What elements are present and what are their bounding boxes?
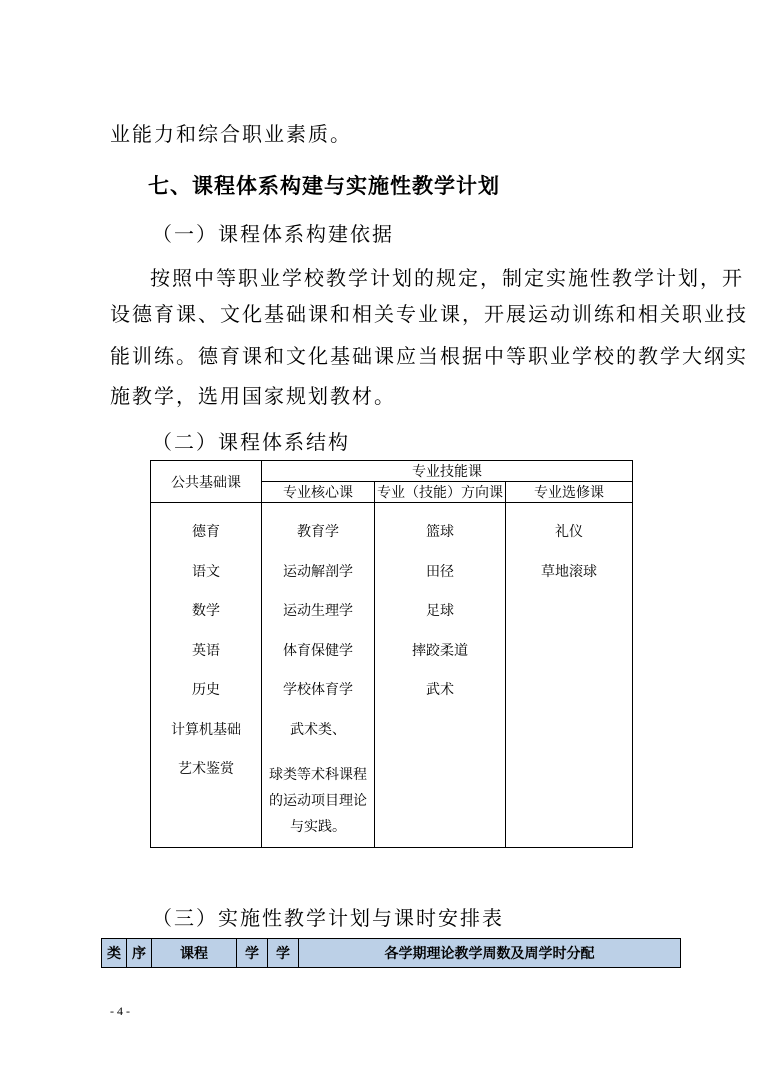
para-line-3: 能训练。德育课和文化基础课应当根据中等职业学校的教学大纲实 — [110, 344, 748, 368]
core-courses-cell — [262, 503, 375, 848]
page-number: - 4 - — [110, 1004, 130, 1018]
list-item: 足球 — [426, 603, 454, 619]
intro-line: 业能力和综合职业素质。 — [110, 122, 352, 146]
list-item: 摔跤柔道 — [412, 642, 468, 659]
list-item: 田径 — [426, 563, 454, 580]
list-item: 篮球 — [426, 524, 454, 540]
plan-header-category: 类 — [102, 939, 127, 968]
para-line-2: 设德育课、文化基础课和相关专业课，开展运动训练和相关职业技 — [110, 302, 748, 326]
course-structure-table — [150, 460, 633, 848]
list-item: 的运动项目理论 — [269, 793, 367, 809]
list-item: 体育保健学 — [283, 642, 353, 659]
plan-header-hours: 学 — [268, 939, 299, 968]
list-item: 运动生理学 — [283, 603, 353, 619]
elective-courses-cell — [506, 503, 633, 848]
public-courses-cell — [151, 503, 262, 848]
plan-header-semester-distribution: 各学期理论教学周数及周学时分配 — [299, 939, 681, 968]
list-item: 草地滚球 — [541, 563, 597, 580]
para-line-1: 按照中等职业学校教学计划的规定，制定实施性教学计划，开 — [150, 266, 744, 290]
plan-header-credit: 学 — [237, 939, 268, 968]
header-core: 专业核心课 — [262, 482, 375, 503]
list-item: 历史 — [192, 682, 220, 698]
list-item: 与实践。 — [290, 819, 346, 835]
list-item: 德育 — [192, 524, 220, 540]
para-line-4: 施教学，选用国家规划教材。 — [110, 384, 396, 408]
header-public: 公共基础课 — [151, 461, 262, 503]
direction-courses-cell — [375, 503, 506, 848]
list-item: 武术类、 — [290, 721, 346, 738]
list-item: 武术 — [426, 682, 454, 698]
list-item: 艺术鉴赏 — [178, 761, 234, 777]
list-item: 教育学 — [297, 524, 339, 540]
list-item: 礼仪 — [555, 524, 583, 540]
list-item: 运动解剖学 — [283, 563, 353, 580]
header-skill-group: 专业技能课 — [262, 461, 633, 482]
header-elective: 专业选修课 — [506, 482, 633, 503]
sub3-title: （三）实施性教学计划与课时安排表 — [152, 906, 504, 930]
teaching-plan-table — [101, 938, 681, 968]
list-item: 球类等术科课程 — [269, 767, 367, 783]
list-item: 数学 — [192, 603, 220, 619]
sub1-title: （一）课程体系构建依据 — [152, 222, 394, 246]
list-item: 学校体育学 — [283, 682, 353, 698]
sub2-title: （二）课程体系结构 — [152, 430, 350, 454]
list-item: 语文 — [192, 563, 220, 580]
list-item: 计算机基础 — [171, 721, 241, 738]
section-title: 七、课程体系构建与实施性教学计划 — [148, 174, 500, 198]
list-item: 英语 — [192, 642, 220, 659]
header-direction: 专业（技能）方向课 — [375, 482, 506, 503]
plan-header-course: 课程 — [152, 939, 237, 968]
plan-header-seq: 序 — [127, 939, 152, 968]
